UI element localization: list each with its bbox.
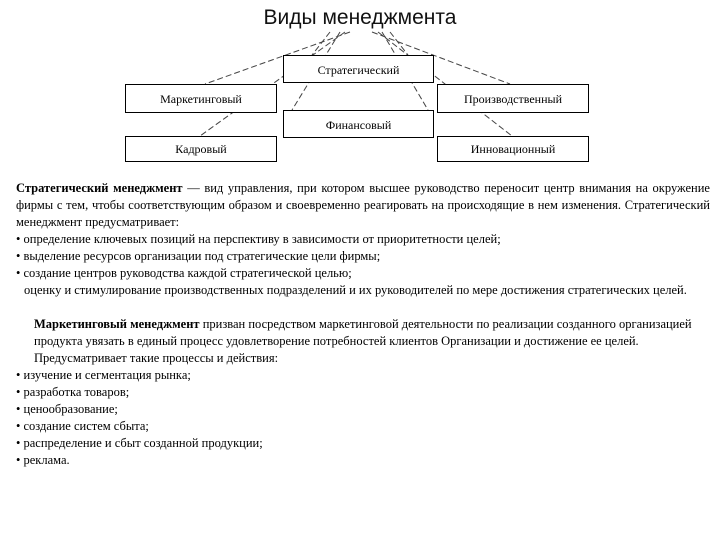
list-item: оценку и стимулирование производственных подразделений и их руководителей по мере достижения стратегических целей.: [24, 283, 687, 297]
connector-title-strategic-left: [312, 32, 330, 55]
list-item: • определение ключевых позиций на перспективу в зависимости от приоритетности целей;: [16, 232, 501, 246]
connector-title-strategic-right: [390, 32, 408, 55]
box-strategic: Стратегический: [283, 55, 434, 83]
list-item: • ценообразование;: [16, 402, 118, 416]
list-item: • распределение и сбыт созданной продукции;: [16, 436, 263, 450]
strategic-term: Стратегический менеджмент: [16, 181, 183, 195]
box-innovation: Инновационный: [437, 136, 589, 162]
list-item: • создание систем сбыта;: [16, 419, 149, 433]
marketing-definition: Маркетинговый менеджмент призван посредством маркетинговой деятельности по реализации созданного организацией продукта увязать в единый процесс удовлетворение потребностей клиентов Организации и достижение ее целей. Предусматривает такие процессы и действия:: [34, 317, 692, 365]
list-item: • разработка товаров;: [16, 385, 130, 399]
list-item: • выделение ресурсов организации под стратегические цели фирмы;: [16, 249, 381, 263]
description-text: [16, 180, 710, 469]
box-financial: Финансовый: [283, 110, 434, 138]
marketing-term: Маркетинговый менеджмент: [34, 317, 200, 331]
list-item: • изучение и сегментация рынка;: [16, 368, 191, 382]
box-production: Производственный: [437, 84, 589, 113]
strategic-definition: Стратегический менеджмент — вид управления, при котором высшее руководство переносит центр внимания на окружение фирмы с тем, чтобы соответствующим образом и своевременно реагировать на происходящие в нем изменения. Стратегический менеджмент предусматривает:: [16, 181, 710, 229]
box-marketing: Маркетинговый: [125, 84, 277, 113]
box-personnel: Кадровый: [125, 136, 277, 162]
list-item: • создание центров руководства каждой стратегической целью;: [16, 266, 352, 280]
list-item: • реклама.: [16, 453, 70, 467]
page-title: Виды менеджмента: [263, 6, 457, 29]
